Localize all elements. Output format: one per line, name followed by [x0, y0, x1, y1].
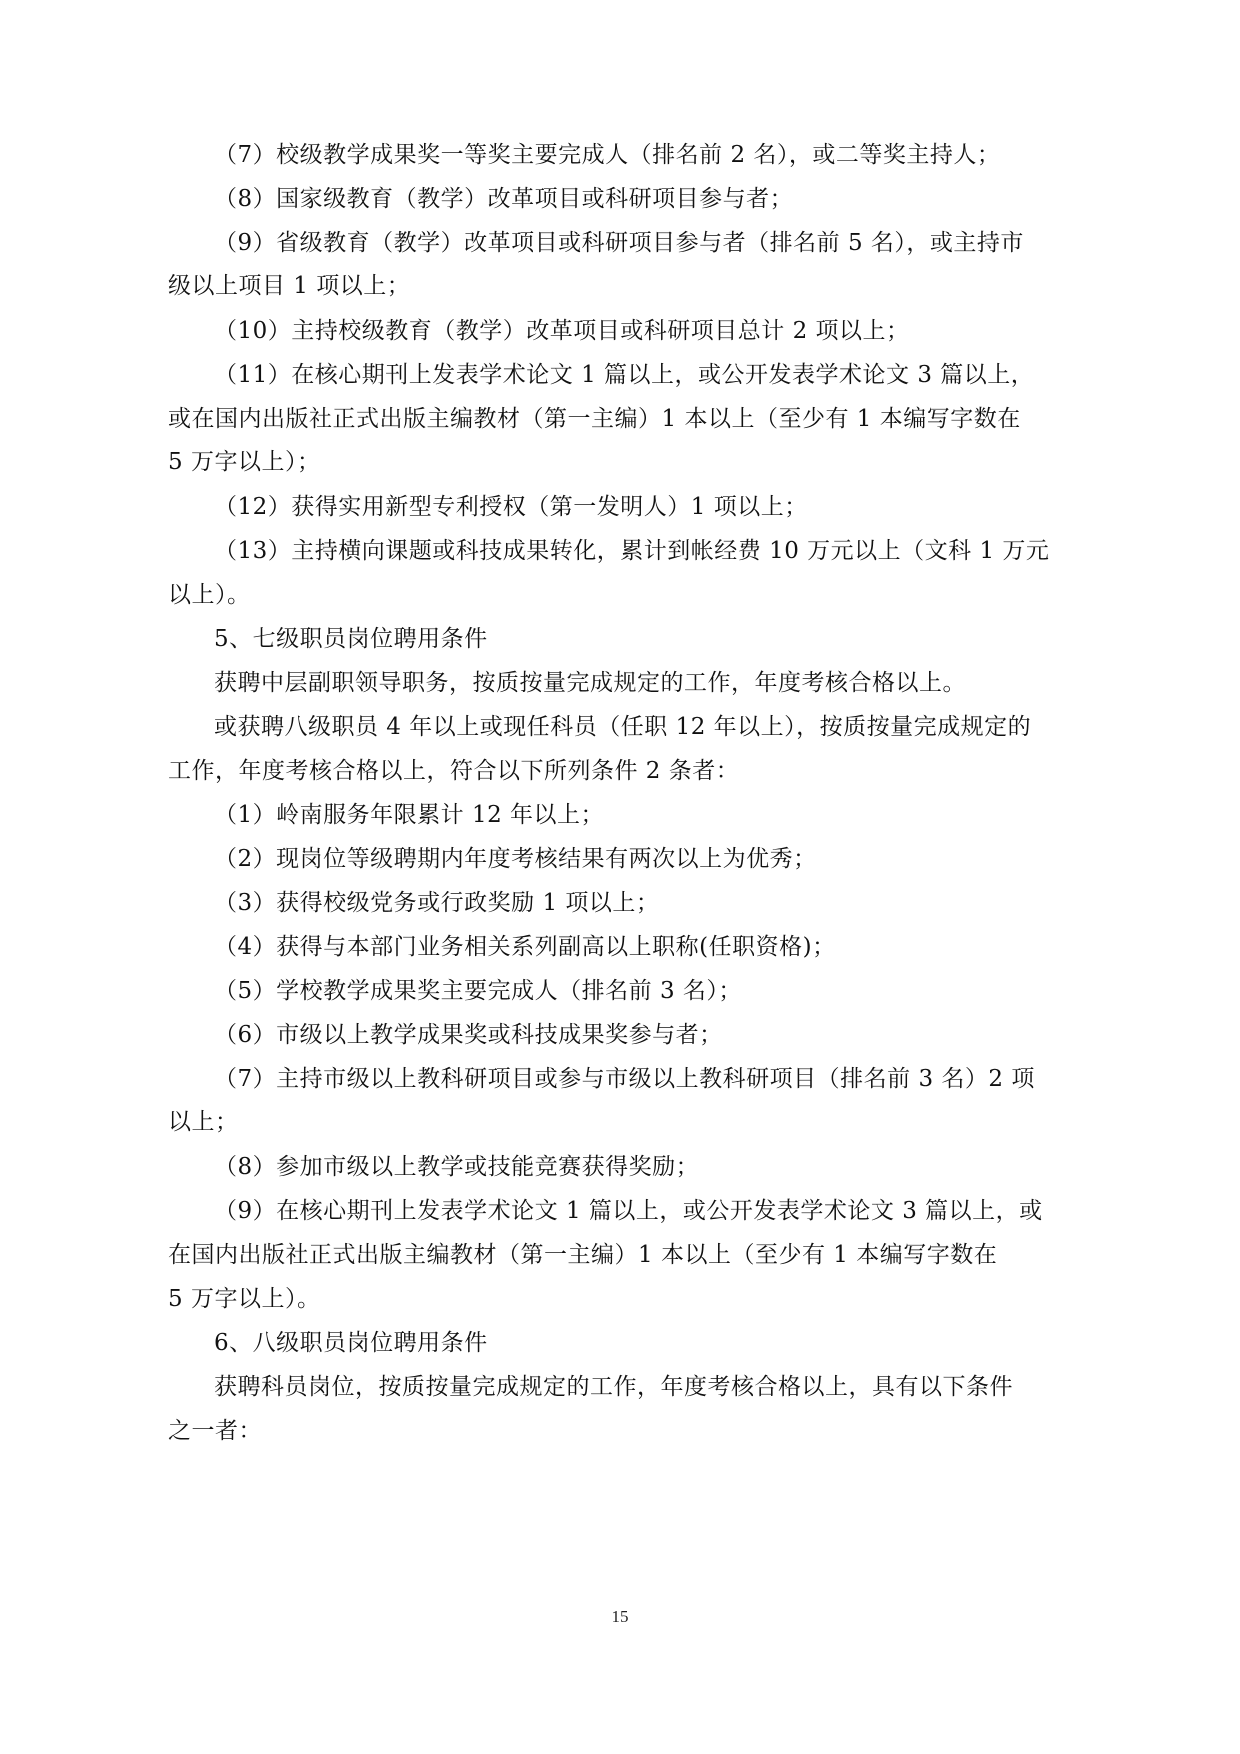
paragraph-line: 5 万字以上）；	[168, 449, 321, 475]
paragraph-line: 之一者：	[168, 1418, 262, 1444]
paragraph-line: 获聘科员岗位，按质按量完成规定的工作，年度考核合格以上，具有以下条件	[214, 1374, 1013, 1400]
paragraph-line: （7）校级教学成果奖一等奖主要完成人（排名前 2 名），或二等奖主持人；	[214, 142, 1001, 168]
paragraph-line: 或在国内出版社正式出版主编教材（第一主编）1 本以上（至少有 1 本编写字数在	[168, 406, 1021, 432]
section-heading: 5、七级职员岗位聘用条件	[214, 626, 488, 652]
paragraph-line: （6）市级以上教学成果奖或科技成果奖参与者；	[214, 1022, 723, 1048]
paragraph-line: （10）主持校级教育（教学）改革项目或科研项目总计 2 项以上；	[214, 318, 910, 344]
paragraph-line: （2）现岗位等级聘期内年度考核结果有两次以上为优秀；	[214, 846, 817, 872]
paragraph-line: 级以上项目 1 项以上；	[168, 273, 411, 299]
section-heading: 6、八级职员岗位聘用条件	[214, 1330, 488, 1356]
paragraph-line: 以上；	[168, 1109, 239, 1135]
paragraph-line: 获聘中层副职领导职务，按质按量完成规定的工作，年度考核合格以上。	[214, 670, 966, 696]
paragraph-line: 工作，年度考核合格以上，符合以下所列条件 2 条者：	[168, 758, 740, 784]
paragraph-line: （8）国家级教育（教学）改革项目或科研项目参与者；	[214, 186, 794, 212]
paragraph-line: 以上）。	[168, 582, 251, 608]
paragraph-line: （3）获得校级党务或行政奖励 1 项以上；	[214, 890, 660, 916]
paragraph-line: （8）参加市级以上教学或技能竞赛获得奖励；	[214, 1154, 700, 1180]
paragraph-line: 或获聘八级职员 4 年以上或现任科员（任职 12 年以上），按质按量完成规定的	[214, 714, 1032, 740]
paragraph-line: （9）在核心期刊上发表学术论文 1 篇以上，或公开发表学术论文 3 篇以上，或	[214, 1198, 1043, 1224]
paragraph-line: 在国内出版社正式出版主编教材（第一主编）1 本以上（至少有 1 本编写字数在	[168, 1242, 998, 1268]
paragraph-line: （7）主持市级以上教科研项目或参与市级以上教科研项目（排名前 3 名）2 项	[214, 1066, 1035, 1092]
paragraph-line: （11）在核心期刊上发表学术论文 1 篇以上，或公开发表学术论文 3 篇以上，	[214, 362, 1035, 388]
paragraph-line: 5 万字以上）。	[168, 1286, 321, 1312]
paragraph-line: （13）主持横向课题或科技成果转化，累计到帐经费 10 万元以上（文科 1 万元	[214, 538, 1050, 564]
paragraph-line: （9）省级教育（教学）改革项目或科研项目参与者（排名前 5 名），或主持市	[214, 230, 1024, 256]
paragraph-line: （12）获得实用新型专利授权（第一发明人）1 项以上；	[214, 494, 808, 520]
paragraph-line: （5）学校教学成果奖主要完成人（排名前 3 名）；	[214, 978, 742, 1004]
paragraph-line: （1）岭南服务年限累计 12 年以上；	[214, 802, 605, 828]
page-number: 15	[611, 1607, 629, 1626]
paragraph-line: （4）获得与本部门业务相关系列副高以上职称(任职资格)；	[214, 934, 836, 960]
